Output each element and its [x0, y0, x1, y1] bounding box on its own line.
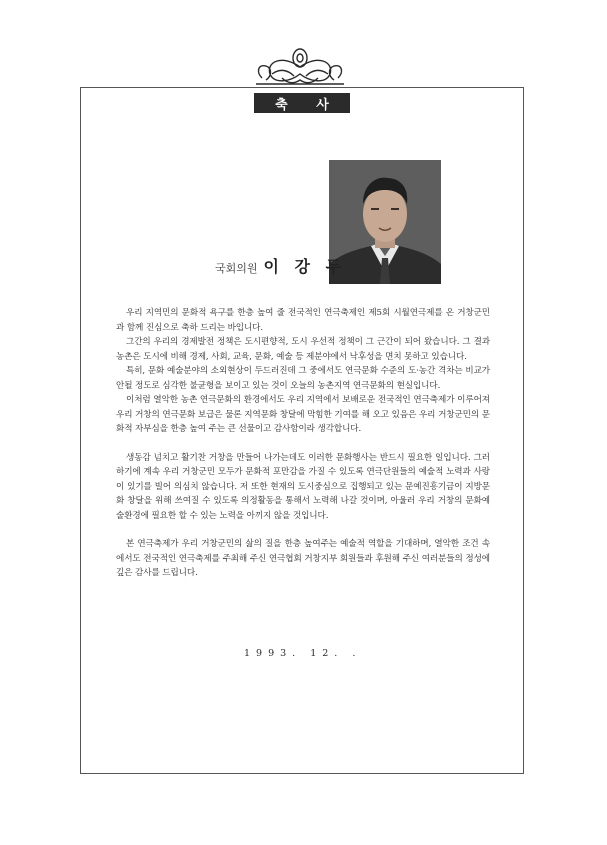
paragraph: 본 연극축제가 우리 거창군민의 삶의 질을 한층 높여주는 예술적 역할을 기대하며, 열악한 조건 속에서도 전국적인 연극축제를 주최해 주신 연극협회 거창지부 회원들과 후원해 주신 여러분들의 정성에 깊은 감사를 드립니다. — [116, 539, 490, 578]
author-role: 국회의원 — [215, 262, 258, 275]
page-title: 축 사 — [254, 93, 350, 113]
paragraph: 이처럼 열악한 농촌 연극문화의 환경에서도 우리 지역에서 보배로운 전국적인 연극축제가 이루어져 우리 거창의 연극문화 보급은 물론 지역문화 창달에 막힘한 기여를 해 오고 있음은 우리 거창군민의 문화적 자부심을 한층 높여 주는 큰 선물이고 감사함이라 생각합니다. — [116, 395, 490, 434]
author-byline — [215, 254, 346, 277]
date-line: 1993. 12. . — [244, 648, 362, 659]
paragraph: 특히, 문화 예술분야의 소외현상이 두드러진데 그 중에서도 연극문화 수준의 도·농간 격차는 비교가 안될 정도로 심각한 불균형을 보이고 있는 것이 오늘의 농촌지역 연극문화의 현실입니다. — [116, 366, 490, 391]
paragraph: 우리 지역민의 문화적 욕구를 한층 높여 줄 전국적인 연극축제인 제5회 시월연극제를 온 거창군민과 함께 진심으로 축하 드리는 바입니다. — [116, 308, 490, 333]
paragraph: 생동감 넘치고 활기찬 거창을 만들어 나가는데도 이러한 문화행사는 반드시 필요한 일입니다. 그러하기에 계속 우리 거창군민 모두가 문화적 포만감을 가질 수 있도록 연극단원들의 예술적 노력과 사랑이 있기를 빌어 의심치 않습니다. 저 또한 현재의 도시중심으로 집행되고 있는 문예진흥기금이 지방문화 창달을 위해 쓰여질 수 있도록 의정활동을 통해서 노력해 나갈 것이며, 아울러 우리 거창의 문화예술환경에 필요한 할 수 있는 노력을 아끼지 않을 것입니다. — [116, 452, 490, 521]
author-name: 이 강 두 — [263, 257, 347, 276]
message-body — [116, 306, 490, 581]
paragraph: 그간의 우리의 경제발전 정책은 도시편향적, 도시 우선적 정책이 그 근간이 되어 왔습니다. 그 결과 농촌은 도시에 비해 경제, 사회, 교육, 문화, 예술 등 제분야에서 낙후성을 면치 못하고 있습니다. — [116, 337, 490, 362]
decorative-ornament — [252, 44, 348, 90]
